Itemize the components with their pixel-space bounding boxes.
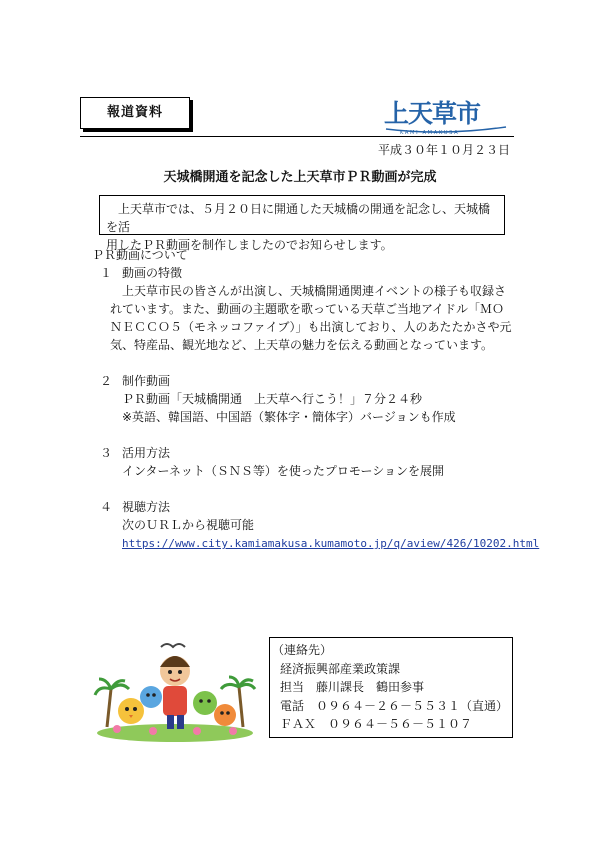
summary-box xyxy=(99,195,505,252)
section-1-line-2: れています。また、動画の主題歌を歌っている天草ご当地アイドル「ＭＯ xyxy=(110,302,504,316)
section-2-line-1: ＰＲ動画「天城橋開通 上天草へ行こう！」７分２４秒 xyxy=(122,392,423,406)
header-rule xyxy=(80,136,514,137)
mascot-characters-illustration xyxy=(93,637,258,742)
release-date: 平成３０年１０月２３日 xyxy=(377,143,510,157)
section-4-header xyxy=(100,498,539,516)
logo-subtitle: KAMI AMAKUSA xyxy=(400,130,460,136)
contact-staff: 担当 藤川課長 鶴田参事 xyxy=(280,680,425,694)
section-2 xyxy=(100,372,456,426)
section-2-line-2: ※英語、韓国語、中国語（繁体字・簡体字）バージョンも作成 xyxy=(122,410,456,424)
section-3 xyxy=(100,444,444,480)
contact-phone: 電話 ０９６４－２６－５５３１（直通） xyxy=(280,698,509,713)
contact-box xyxy=(269,637,513,738)
section-4-number: ４ xyxy=(100,500,113,514)
contact-department: 経済振興部産業政策課 xyxy=(280,661,401,676)
section-2-heading: 制作動画 xyxy=(122,374,171,388)
press-release-label: 報道資料 xyxy=(80,97,190,129)
document-title: 天城橋開通を記念した上天草市ＰＲ動画が完成 xyxy=(163,170,437,185)
section-3-header xyxy=(100,444,444,462)
section-heading: ＰＲ動画について xyxy=(92,248,188,262)
section-3-line-1: インターネット（ＳＮＳ等）を使ったプロモーションを展開 xyxy=(122,464,444,478)
section-1-header xyxy=(100,264,512,282)
section-1-heading: 動画の特徴 xyxy=(122,266,183,280)
section-4-line-1: 次のＵＲＬから視聴可能 xyxy=(122,518,255,532)
section-3-heading: 活用方法 xyxy=(122,446,171,460)
contact-fax: ＦＡＸ ０９６４－５６－５１０７ xyxy=(280,717,473,731)
section-1-line-1: 上天草市民の皆さんが出演し、天城橋開通関連イベントの様子も収録さ xyxy=(122,284,507,298)
contact-label: （連絡先） xyxy=(272,643,333,657)
video-url-link[interactable]: https://www.city.kamiamakusa.kumamoto.jp/q/aview/426/10202.html xyxy=(122,537,540,550)
section-4-heading: 視聴方法 xyxy=(122,500,171,514)
section-2-header xyxy=(100,372,456,390)
summary-line-1: 上天草市では、５月２０日に開通した天城橋の開通を記念し、天城橋を活 xyxy=(106,202,491,234)
section-2-number: ２ xyxy=(100,374,113,388)
section-1 xyxy=(100,264,512,354)
section-3-number: ３ xyxy=(100,446,113,460)
city-logo xyxy=(382,96,510,136)
section-1-number: １ xyxy=(100,266,113,280)
section-4 xyxy=(100,498,539,553)
section-1-line-4: 気、特産品、観光地など、上天草の魅力を伝える動画となっています。 xyxy=(110,338,494,352)
logo-wordmark: 上天草市 xyxy=(384,99,481,128)
section-1-line-3: ＮＥＣＣＯ５（モネッコファイブ）」も出演しており、人のあたたかさや元 xyxy=(110,320,512,334)
summary-line-2: 用したＰＲ動画を制作しましたのでお知らせします。 xyxy=(106,238,393,252)
